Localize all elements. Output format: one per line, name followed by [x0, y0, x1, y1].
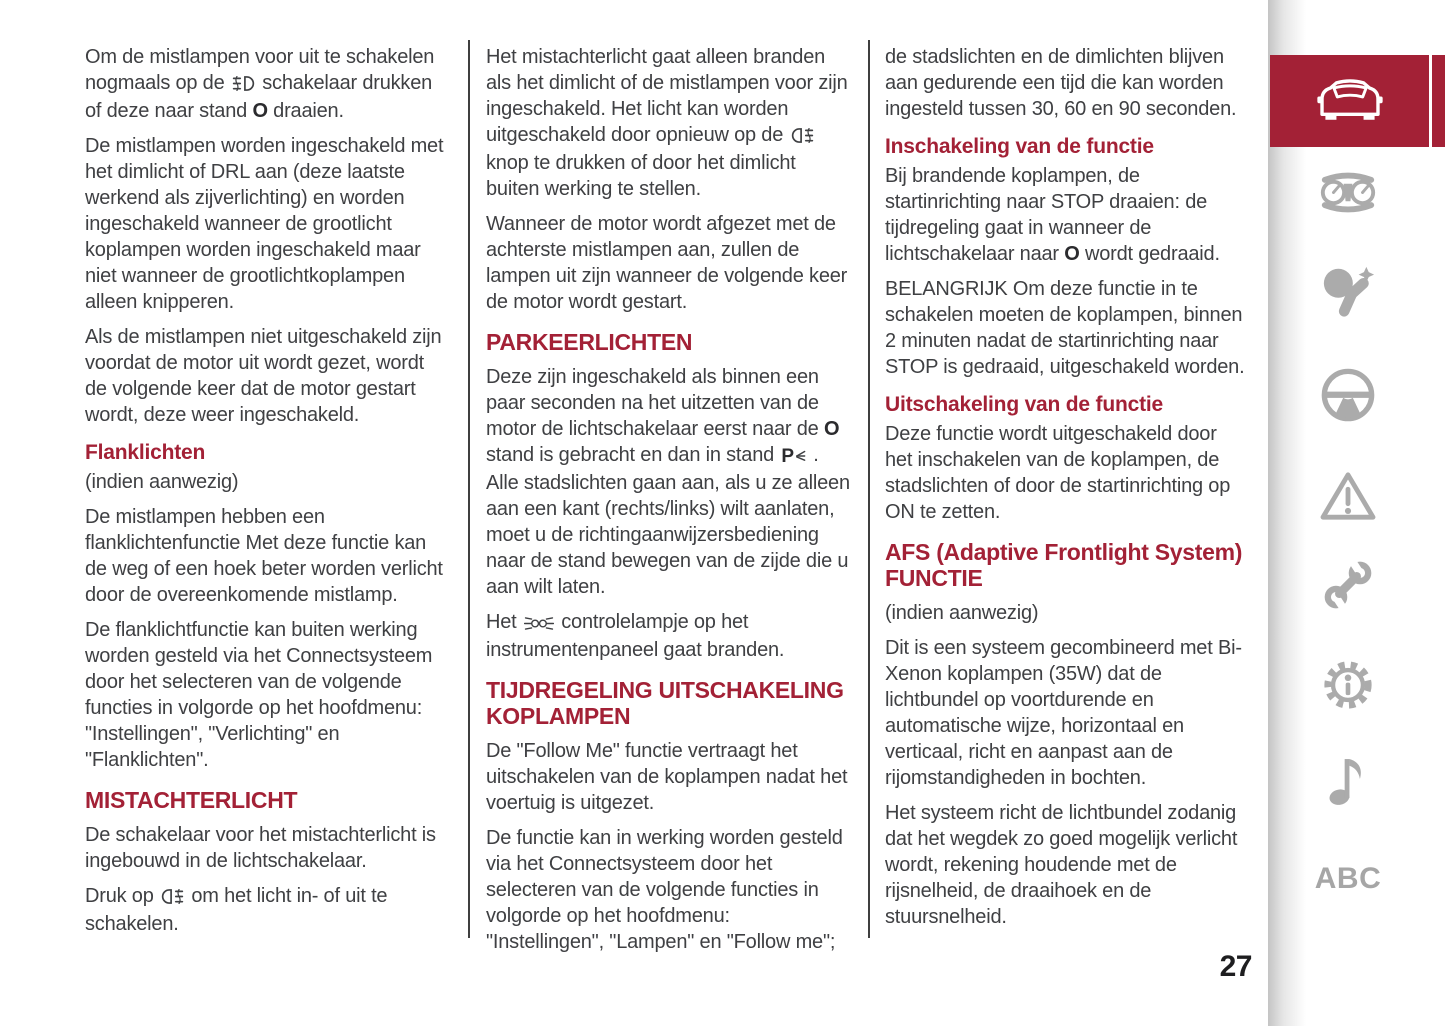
- paragraph: BELANGRIJK Om deze functie in te schakelen moeten de koplampen, binnen 2 minuten nadat de startinrichting naar STOP is gedraaid, uitgeschakeld worden.: [885, 278, 1245, 378]
- rear-fog-light-icon: [161, 885, 184, 911]
- paragraph: Deze zijn ingeschakeld als binnen een paar seconden na het uitzetten van de motor de lichtschakelaar eerst naar de O stand is gebracht en dan in stand P . Alle stadslichten gaan aan, als u ze alleen aan een kant (rechts/links) wilt aanlaten, moet u de richtingaanwijzersbediening naar de stand bewegen van de zijde die u aan wilt laten.: [486, 366, 850, 598]
- instrument-cluster-icon[interactable]: [1316, 172, 1380, 213]
- index-abc-label[interactable]: ABC: [1314, 862, 1382, 895]
- paragraph: Bij brandende koplampen, de startinrichting naar STOP draaien: de tijdregeling gaat in wanneer de lichtschakelaar naar O wordt gedraaid.: [885, 165, 1220, 265]
- paragraph: De "Follow Me" functie vertraagt het uitschakelen van de koplampen nadat het voertuig is uitgezet.: [486, 740, 848, 814]
- sub-heading: Uitschakeling van de functie: [885, 393, 1163, 416]
- paragraph: Deze functie wordt uitgeschakeld door het inschakelen van de koplampen, de stadslichten of door de startinrichting op ON te zetten.: [885, 423, 1231, 523]
- bold-symbol: O: [823, 418, 840, 440]
- text-column-2: [486, 44, 850, 964]
- airbag-icon[interactable]: [1316, 263, 1380, 319]
- paragraph: Het systeem richt de lichtbundel zodanig dat het wegdek zo goed mogelijk verlicht wordt, rekening houdende met de rijsnelheid, de draaihoek en de stuursnelheid.: [885, 802, 1238, 928]
- chapter-tab-active[interactable]: [1270, 55, 1445, 147]
- column-divider: [468, 40, 470, 938]
- steering-wheel-icon[interactable]: [1316, 367, 1380, 423]
- paragraph: Als de mistlampen niet uitgeschakeld zijn voordat de motor uit wordt gezet, wordt de volgende keer dat de motor gestart wordt, deze weer ingeschakeld.: [85, 326, 442, 426]
- text-column-1: [85, 44, 449, 946]
- music-note-icon[interactable]: [1316, 752, 1380, 808]
- section-heading: TIJDREGELING UITSCHAKELING KOPLAMPEN: [486, 677, 844, 729]
- paragraph: De schakelaar voor het mistachterlicht is ingebouwd in de lichtschakelaar.: [85, 824, 436, 872]
- tab-divider-line: [1429, 55, 1432, 147]
- warning-triangle-icon[interactable]: [1316, 470, 1380, 522]
- section-heading: PARKEERLICHTEN: [486, 329, 693, 355]
- paragraph: Het mistachterlicht gaat alleen branden als het dimlicht of de mistlampen voor zijn ingeschakeld. Het licht kan worden uitgeschakeld door opnieuw op de knop te drukken of door het dimlicht buiten werking te stellen.: [486, 46, 848, 200]
- front-fog-light-icon: [232, 72, 255, 98]
- rear-fog-light-icon: [791, 124, 814, 150]
- paragraph: (indien aanwezig): [85, 471, 239, 493]
- paragraph: Dit is een systeem gecombineerd met Bi-Xenon koplampen (35W) dat de lichtbundel op voortdurende en automatische wijze, horizontaal en verticaal, richt en aanpast aan de rijomstandigheden in bochten.: [885, 637, 1242, 789]
- section-heading: MISTACHTERLICHT: [85, 787, 298, 813]
- page-number: 27: [1219, 950, 1252, 983]
- paragraph: De flanklichtfunctie kan buiten werking worden gesteld via het Connectsysteem door het selecteren van de volgende functies in volgorde op het hoofdmenu: "Instellingen", "Verlichting" en "Flanklichten".: [85, 619, 433, 771]
- paragraph: De functie kan in werking worden gesteld via het Connectsysteem door het selecteren van de volgende functies in volgorde op het hoofdmenu: "Instellingen", "Lampen" en "Follow me";: [486, 827, 843, 953]
- bold-symbol: O: [1064, 243, 1080, 265]
- column-divider: [868, 40, 870, 938]
- paragraph: De mistlampen worden ingeschakeld met het dimlicht of DRL aan (deze laatste werkend als zijverlichting) en worden ingeschakeld wanneer de grootlicht koplampen worden ingeschakeld maar niet wanneer de grootlichtkoplampen alleen knipperen.: [85, 135, 444, 313]
- paragraph: De mistlampen hebben een flanklichtenfunctie Met deze functie kan de weg of een hoek beter worden verlicht door de overeenkomende mistlamp.: [85, 506, 443, 606]
- paragraph: Om de mistlampen voor uit te schakelen nogmaals op de schakelaar drukken of deze naar stand O draaien.: [85, 46, 435, 122]
- page-edge-shadow: [1268, 0, 1306, 1026]
- position-lights-icon: [524, 611, 554, 637]
- sub-heading: Inschakeling van de functie: [885, 135, 1154, 158]
- text-column-3: [885, 44, 1249, 939]
- gear-info-icon[interactable]: [1316, 658, 1380, 712]
- paragraph: de stadslichten en de dimlichten blijven aan gedurende een tijd die kan worden ingesteld tussen 30, 60 en 90 seconden.: [885, 46, 1237, 120]
- parking-lights-icon: P: [781, 444, 805, 470]
- section-heading: AFS (Adaptive Frontlight System) FUNCTIE: [885, 539, 1243, 591]
- bold-symbol: O: [252, 100, 268, 122]
- car-front-icon: [1311, 76, 1389, 127]
- wrench-icon[interactable]: [1316, 560, 1380, 610]
- sub-heading: Flanklichten: [85, 441, 206, 464]
- paragraph: Wanneer de motor wordt afgezet met de achterste mistlampen aan, zullen de lampen uit zijn wanneer de volgende keer de motor wordt gestart.: [486, 213, 848, 313]
- paragraph: Druk op om het licht in- of uit te schakelen.: [85, 885, 388, 935]
- paragraph: (indien aanwezig): [885, 602, 1039, 624]
- paragraph: Het controlelampje op het instrumentenpaneel gaat branden.: [486, 611, 785, 661]
